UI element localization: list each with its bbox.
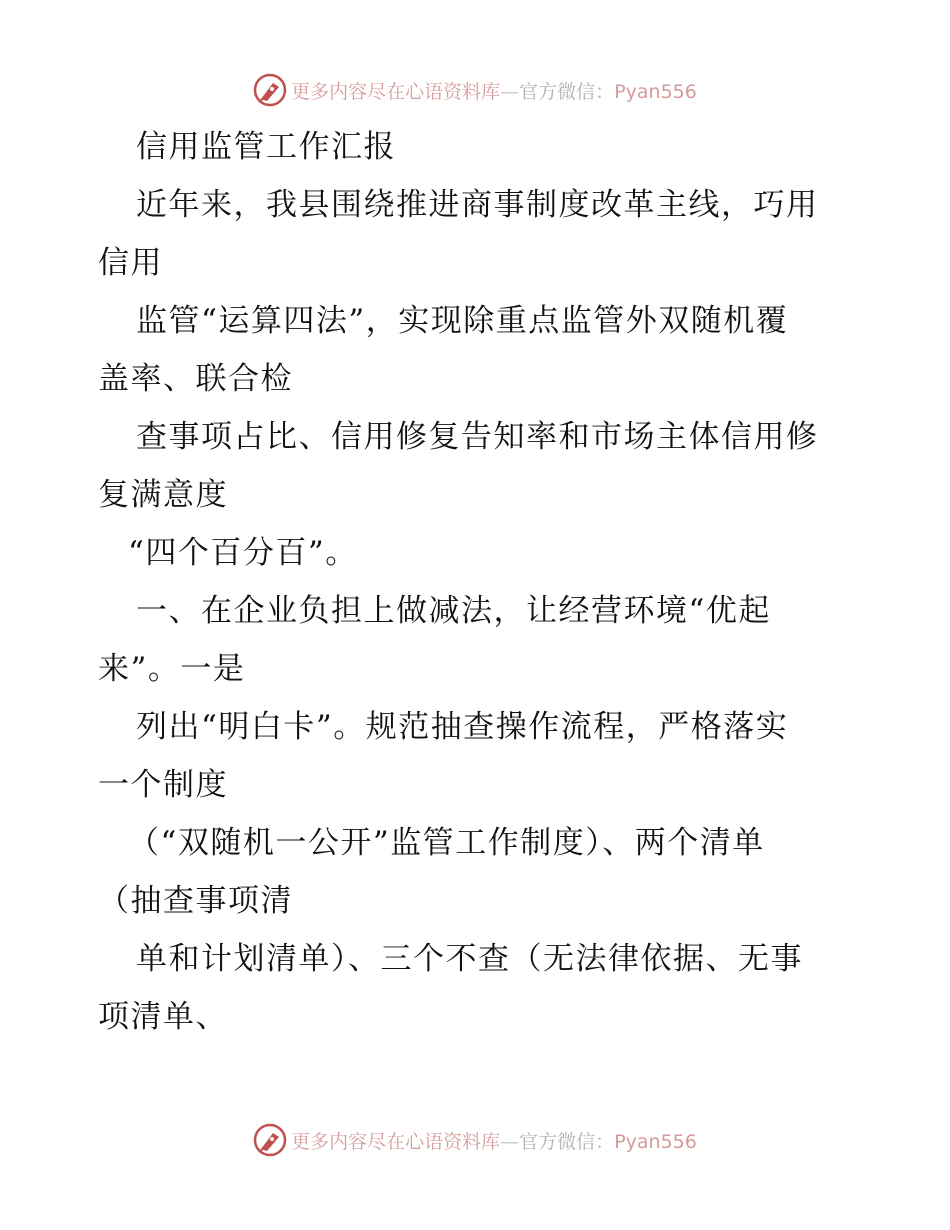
paragraph-line: 单和计划清单）、三个不查（无法律依据、无事 bbox=[136, 941, 803, 977]
section-heading-line: 一、在企业负担上做减法，让经营环境“优起 bbox=[136, 593, 771, 629]
paragraph-line: 查事项占比、信用修复告知率和市场主体信用修 bbox=[136, 419, 819, 455]
footer-watermark bbox=[0, 1120, 950, 1160]
paragraph-line: 项清单、 bbox=[98, 999, 228, 1035]
paragraph-line: 信用 bbox=[98, 245, 163, 281]
paragraph-line: 盖率、联合检 bbox=[98, 361, 293, 397]
paragraph-line: “四个百分百”。 bbox=[128, 535, 358, 571]
paragraph-line: （抽查事项清 bbox=[98, 883, 293, 919]
document-body bbox=[98, 118, 868, 1046]
header-watermark bbox=[0, 70, 950, 110]
pen-nib-logo-icon bbox=[253, 73, 287, 107]
paragraph-line: 监管“运算四法”，实现除重点监管外双随机覆 bbox=[136, 303, 789, 339]
paragraph-line: 列出“明白卡”。规范抽查操作流程，严格落实 bbox=[136, 709, 789, 745]
paragraph-line: 来”。一是 bbox=[98, 651, 246, 687]
pen-nib-logo-icon bbox=[253, 1123, 287, 1157]
watermark-text: 更多内容尽在心语资料库—官方微信：Pyan556 bbox=[291, 1130, 697, 1153]
paragraph-line: （“双随机一公开”监管工作制度）、两个清单 bbox=[128, 825, 765, 861]
document-title: 信用监管工作汇报 bbox=[136, 129, 396, 165]
paragraph-line: 近年来，我县围绕推进商事制度改革主线，巧用 bbox=[136, 187, 819, 223]
watermark-text: 更多内容尽在心语资料库—官方微信：Pyan556 bbox=[291, 80, 697, 103]
paragraph-line: 复满意度 bbox=[98, 477, 228, 513]
paragraph-line: 一个制度 bbox=[98, 767, 228, 803]
